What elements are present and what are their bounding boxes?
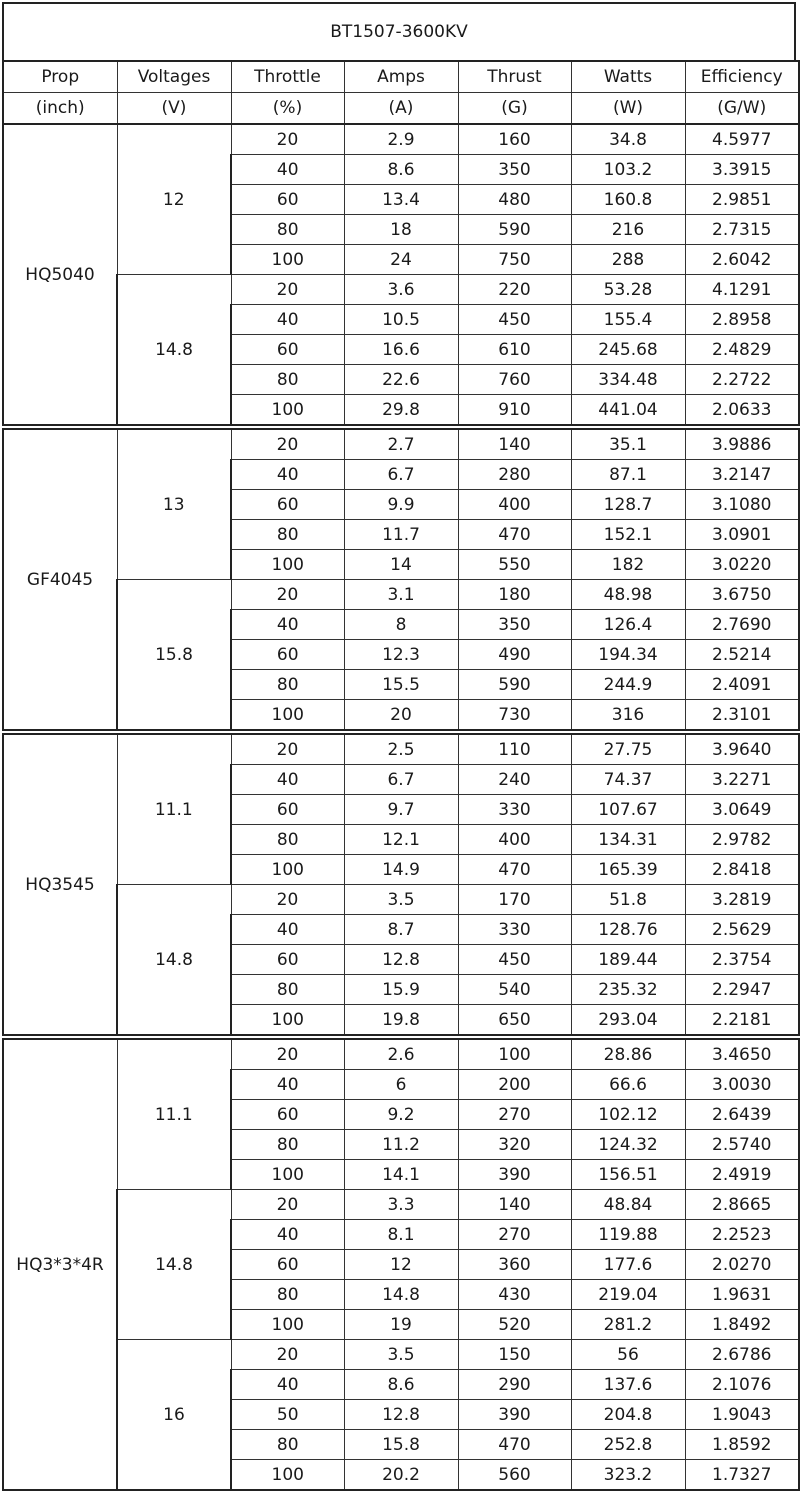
amps-cell: 9.2 xyxy=(344,1100,458,1130)
throttle-cell: 60 xyxy=(231,1250,344,1280)
column-unit-voltage: (V) xyxy=(117,93,231,125)
watts-cell: 48.98 xyxy=(571,580,685,610)
watts-cell: 152.1 xyxy=(571,520,685,550)
prop-cell: HQ3*3*4R xyxy=(3,1037,117,1490)
amps-cell: 29.8 xyxy=(344,395,458,428)
amps-cell: 14.8 xyxy=(344,1280,458,1310)
amps-cell: 8.1 xyxy=(344,1220,458,1250)
throttle-cell: 60 xyxy=(231,185,344,215)
voltage-cell: 13 xyxy=(117,427,231,580)
watts-cell: 137.6 xyxy=(571,1370,685,1400)
efficiency-cell: 3.2147 xyxy=(685,460,799,490)
watts-cell: 87.1 xyxy=(571,460,685,490)
voltage-cell: 14.8 xyxy=(117,275,231,428)
thrust-cell: 320 xyxy=(458,1130,571,1160)
throttle-cell: 40 xyxy=(231,915,344,945)
thrust-cell: 910 xyxy=(458,395,571,428)
table-row xyxy=(3,1340,799,1370)
voltage-cell: 15.8 xyxy=(117,580,231,733)
efficiency-cell: 2.4829 xyxy=(685,335,799,365)
throttle-cell: 80 xyxy=(231,1430,344,1460)
amps-cell: 6 xyxy=(344,1070,458,1100)
throttle-cell: 60 xyxy=(231,490,344,520)
amps-cell: 12 xyxy=(344,1250,458,1280)
throttle-cell: 20 xyxy=(231,1340,344,1370)
thrust-cell: 170 xyxy=(458,885,571,915)
efficiency-cell: 2.5740 xyxy=(685,1130,799,1160)
efficiency-cell: 2.2523 xyxy=(685,1220,799,1250)
throttle-cell: 80 xyxy=(231,1280,344,1310)
watts-cell: 252.8 xyxy=(571,1430,685,1460)
prop-cell: HQ3545 xyxy=(3,732,117,1037)
efficiency-cell: 2.3754 xyxy=(685,945,799,975)
voltage-cell: 16 xyxy=(117,1340,231,1491)
amps-cell: 2.5 xyxy=(344,732,458,765)
throttle-cell: 40 xyxy=(231,155,344,185)
throttle-cell: 40 xyxy=(231,765,344,795)
watts-cell: 48.84 xyxy=(571,1190,685,1220)
efficiency-cell: 2.8665 xyxy=(685,1190,799,1220)
amps-cell: 12.3 xyxy=(344,640,458,670)
efficiency-cell: 3.3915 xyxy=(685,155,799,185)
efficiency-cell: 2.5629 xyxy=(685,915,799,945)
table-row xyxy=(3,580,799,610)
watts-cell: 126.4 xyxy=(571,610,685,640)
watts-cell: 53.28 xyxy=(571,275,685,305)
watts-cell: 156.51 xyxy=(571,1160,685,1190)
efficiency-cell: 2.0633 xyxy=(685,395,799,428)
thrust-cell: 330 xyxy=(458,795,571,825)
thrust-cell: 540 xyxy=(458,975,571,1005)
amps-cell: 6.7 xyxy=(344,460,458,490)
thrust-cell: 350 xyxy=(458,610,571,640)
thrust-cell: 550 xyxy=(458,550,571,580)
throttle-cell: 100 xyxy=(231,1310,344,1340)
watts-cell: 160.8 xyxy=(571,185,685,215)
thrust-cell: 590 xyxy=(458,215,571,245)
efficiency-cell: 1.9043 xyxy=(685,1400,799,1430)
efficiency-cell: 2.9782 xyxy=(685,825,799,855)
amps-cell: 22.6 xyxy=(344,365,458,395)
watts-cell: 56 xyxy=(571,1340,685,1370)
efficiency-cell: 2.7690 xyxy=(685,610,799,640)
efficiency-cell: 2.7315 xyxy=(685,215,799,245)
throttle-cell: 100 xyxy=(231,700,344,733)
efficiency-cell: 3.2271 xyxy=(685,765,799,795)
column-unit-thrust: (G) xyxy=(458,93,571,125)
throttle-cell: 60 xyxy=(231,795,344,825)
efficiency-cell: 3.1080 xyxy=(685,490,799,520)
watts-cell: 219.04 xyxy=(571,1280,685,1310)
thrust-cell: 180 xyxy=(458,580,571,610)
table-title: BT1507-3600KV xyxy=(2,2,796,60)
throttle-cell: 40 xyxy=(231,1220,344,1250)
column-header-prop: Prop xyxy=(3,61,117,93)
amps-cell: 14.9 xyxy=(344,855,458,885)
throttle-cell: 60 xyxy=(231,1100,344,1130)
thrust-cell: 350 xyxy=(458,155,571,185)
efficiency-cell: 2.6042 xyxy=(685,245,799,275)
amps-cell: 6.7 xyxy=(344,765,458,795)
efficiency-cell: 2.0270 xyxy=(685,1250,799,1280)
amps-cell: 19.8 xyxy=(344,1005,458,1038)
column-header-voltage: Voltages xyxy=(117,61,231,93)
amps-cell: 10.5 xyxy=(344,305,458,335)
watts-cell: 128.7 xyxy=(571,490,685,520)
throttle-cell: 20 xyxy=(231,275,344,305)
efficiency-cell: 2.3101 xyxy=(685,700,799,733)
efficiency-cell: 2.2947 xyxy=(685,975,799,1005)
table-row xyxy=(3,124,799,155)
watts-cell: 155.4 xyxy=(571,305,685,335)
thrust-cell: 470 xyxy=(458,855,571,885)
throttle-cell: 80 xyxy=(231,670,344,700)
efficiency-cell: 2.2181 xyxy=(685,1005,799,1038)
thrust-cell: 160 xyxy=(458,124,571,155)
watts-cell: 34.8 xyxy=(571,124,685,155)
watts-cell: 182 xyxy=(571,550,685,580)
efficiency-cell: 3.2819 xyxy=(685,885,799,915)
watts-cell: 27.75 xyxy=(571,732,685,765)
thrust-cell: 270 xyxy=(458,1100,571,1130)
amps-cell: 3.5 xyxy=(344,885,458,915)
thrust-cell: 610 xyxy=(458,335,571,365)
watts-cell: 102.12 xyxy=(571,1100,685,1130)
efficiency-cell: 1.7327 xyxy=(685,1460,799,1491)
watts-cell: 119.88 xyxy=(571,1220,685,1250)
throttle-cell: 60 xyxy=(231,945,344,975)
performance-table xyxy=(2,60,800,1491)
column-header-throttle: Throttle xyxy=(231,61,344,93)
amps-cell: 8.7 xyxy=(344,915,458,945)
thrust-cell: 480 xyxy=(458,185,571,215)
amps-cell: 3.3 xyxy=(344,1190,458,1220)
efficiency-cell: 2.6439 xyxy=(685,1100,799,1130)
efficiency-cell: 3.4650 xyxy=(685,1037,799,1070)
amps-cell: 9.7 xyxy=(344,795,458,825)
watts-cell: 216 xyxy=(571,215,685,245)
table-row xyxy=(3,885,799,915)
amps-cell: 12.1 xyxy=(344,825,458,855)
throttle-cell: 20 xyxy=(231,124,344,155)
watts-cell: 281.2 xyxy=(571,1310,685,1340)
throttle-cell: 40 xyxy=(231,1370,344,1400)
efficiency-cell: 1.8592 xyxy=(685,1430,799,1460)
amps-cell: 11.7 xyxy=(344,520,458,550)
throttle-cell: 20 xyxy=(231,427,344,460)
throttle-cell: 80 xyxy=(231,365,344,395)
amps-cell: 12.8 xyxy=(344,945,458,975)
efficiency-cell: 1.8492 xyxy=(685,1310,799,1340)
prop-cell: HQ5040 xyxy=(3,124,117,427)
throttle-cell: 100 xyxy=(231,1460,344,1491)
watts-cell: 28.86 xyxy=(571,1037,685,1070)
throttle-cell: 100 xyxy=(231,1160,344,1190)
column-unit-throttle: (%) xyxy=(231,93,344,125)
table-row xyxy=(3,427,799,460)
table-row xyxy=(3,275,799,305)
column-header-amps: Amps xyxy=(344,61,458,93)
watts-cell: 316 xyxy=(571,700,685,733)
throttle-cell: 40 xyxy=(231,305,344,335)
table-row xyxy=(3,1037,799,1070)
watts-cell: 35.1 xyxy=(571,427,685,460)
watts-cell: 51.8 xyxy=(571,885,685,915)
watts-cell: 165.39 xyxy=(571,855,685,885)
efficiency-cell: 2.1076 xyxy=(685,1370,799,1400)
efficiency-cell: 3.0220 xyxy=(685,550,799,580)
efficiency-cell: 2.4091 xyxy=(685,670,799,700)
column-header-efficiency: Efficiency xyxy=(685,61,799,93)
watts-cell: 334.48 xyxy=(571,365,685,395)
thrust-cell: 760 xyxy=(458,365,571,395)
throttle-cell: 40 xyxy=(231,610,344,640)
thrust-cell: 400 xyxy=(458,490,571,520)
efficiency-cell: 2.8958 xyxy=(685,305,799,335)
watts-cell: 293.04 xyxy=(571,1005,685,1038)
amps-cell: 15.9 xyxy=(344,975,458,1005)
thrust-cell: 150 xyxy=(458,1340,571,1370)
column-unit-amps: (A) xyxy=(344,93,458,125)
amps-cell: 19 xyxy=(344,1310,458,1340)
column-header-thrust: Thrust xyxy=(458,61,571,93)
thrust-cell: 470 xyxy=(458,520,571,550)
voltage-cell: 14.8 xyxy=(117,885,231,1038)
watts-cell: 189.44 xyxy=(571,945,685,975)
amps-cell: 3.1 xyxy=(344,580,458,610)
watts-cell: 134.31 xyxy=(571,825,685,855)
thrust-cell: 110 xyxy=(458,732,571,765)
header-row-names xyxy=(3,61,799,93)
watts-cell: 66.6 xyxy=(571,1070,685,1100)
amps-cell: 14.1 xyxy=(344,1160,458,1190)
thrust-cell: 270 xyxy=(458,1220,571,1250)
amps-cell: 18 xyxy=(344,215,458,245)
amps-cell: 13.4 xyxy=(344,185,458,215)
column-unit-prop: (inch) xyxy=(3,93,117,125)
watts-cell: 124.32 xyxy=(571,1130,685,1160)
amps-cell: 20.2 xyxy=(344,1460,458,1491)
amps-cell: 15.5 xyxy=(344,670,458,700)
efficiency-cell: 4.1291 xyxy=(685,275,799,305)
thrust-cell: 240 xyxy=(458,765,571,795)
amps-cell: 8.6 xyxy=(344,155,458,185)
efficiency-cell: 3.0030 xyxy=(685,1070,799,1100)
amps-cell: 2.9 xyxy=(344,124,458,155)
header-row-units xyxy=(3,93,799,125)
thrust-cell: 390 xyxy=(458,1160,571,1190)
amps-cell: 12.8 xyxy=(344,1400,458,1430)
watts-cell: 235.32 xyxy=(571,975,685,1005)
thrust-cell: 730 xyxy=(458,700,571,733)
watts-cell: 288 xyxy=(571,245,685,275)
throttle-cell: 20 xyxy=(231,1037,344,1070)
throttle-cell: 80 xyxy=(231,215,344,245)
throttle-cell: 50 xyxy=(231,1400,344,1430)
efficiency-cell: 3.0649 xyxy=(685,795,799,825)
thrust-cell: 390 xyxy=(458,1400,571,1430)
amps-cell: 15.8 xyxy=(344,1430,458,1460)
voltage-cell: 14.8 xyxy=(117,1190,231,1340)
throttle-cell: 100 xyxy=(231,1005,344,1038)
table-row xyxy=(3,732,799,765)
watts-cell: 244.9 xyxy=(571,670,685,700)
voltage-cell: 12 xyxy=(117,124,231,275)
throttle-cell: 80 xyxy=(231,825,344,855)
efficiency-cell: 2.8418 xyxy=(685,855,799,885)
throttle-cell: 20 xyxy=(231,1190,344,1220)
amps-cell: 2.7 xyxy=(344,427,458,460)
amps-cell: 8.6 xyxy=(344,1370,458,1400)
watts-cell: 194.34 xyxy=(571,640,685,670)
thrust-cell: 470 xyxy=(458,1430,571,1460)
throttle-cell: 20 xyxy=(231,580,344,610)
throttle-cell: 100 xyxy=(231,550,344,580)
watts-cell: 204.8 xyxy=(571,1400,685,1430)
thrust-cell: 140 xyxy=(458,427,571,460)
amps-cell: 9.9 xyxy=(344,490,458,520)
efficiency-cell: 3.0901 xyxy=(685,520,799,550)
thrust-cell: 560 xyxy=(458,1460,571,1491)
watts-cell: 107.67 xyxy=(571,795,685,825)
amps-cell: 3.5 xyxy=(344,1340,458,1370)
thrust-cell: 430 xyxy=(458,1280,571,1310)
column-unit-watts: (W) xyxy=(571,93,685,125)
thrust-cell: 280 xyxy=(458,460,571,490)
throttle-cell: 100 xyxy=(231,395,344,428)
column-unit-efficiency: (G/W) xyxy=(685,93,799,125)
voltage-cell: 11.1 xyxy=(117,1037,231,1190)
amps-cell: 16.6 xyxy=(344,335,458,365)
thrust-cell: 200 xyxy=(458,1070,571,1100)
throttle-cell: 100 xyxy=(231,245,344,275)
amps-cell: 8 xyxy=(344,610,458,640)
throttle-cell: 60 xyxy=(231,335,344,365)
watts-cell: 245.68 xyxy=(571,335,685,365)
efficiency-cell: 2.6786 xyxy=(685,1340,799,1370)
prop-cell: GF4045 xyxy=(3,427,117,732)
throttle-cell: 20 xyxy=(231,885,344,915)
efficiency-cell: 3.6750 xyxy=(685,580,799,610)
throttle-cell: 40 xyxy=(231,460,344,490)
thrust-cell: 520 xyxy=(458,1310,571,1340)
thrust-cell: 450 xyxy=(458,305,571,335)
efficiency-cell: 4.5977 xyxy=(685,124,799,155)
table-row xyxy=(3,1190,799,1220)
thrust-cell: 650 xyxy=(458,1005,571,1038)
efficiency-cell: 3.9886 xyxy=(685,427,799,460)
throttle-cell: 80 xyxy=(231,975,344,1005)
thrust-cell: 450 xyxy=(458,945,571,975)
efficiency-cell: 2.9851 xyxy=(685,185,799,215)
thrust-cell: 330 xyxy=(458,915,571,945)
thrust-cell: 400 xyxy=(458,825,571,855)
efficiency-cell: 1.9631 xyxy=(685,1280,799,1310)
throttle-cell: 80 xyxy=(231,520,344,550)
efficiency-cell: 2.2722 xyxy=(685,365,799,395)
watts-cell: 128.76 xyxy=(571,915,685,945)
throttle-cell: 80 xyxy=(231,1130,344,1160)
efficiency-cell: 2.5214 xyxy=(685,640,799,670)
column-header-watts: Watts xyxy=(571,61,685,93)
thrust-cell: 490 xyxy=(458,640,571,670)
amps-cell: 24 xyxy=(344,245,458,275)
thrust-cell: 100 xyxy=(458,1037,571,1070)
amps-cell: 11.2 xyxy=(344,1130,458,1160)
watts-cell: 441.04 xyxy=(571,395,685,428)
amps-cell: 20 xyxy=(344,700,458,733)
watts-cell: 103.2 xyxy=(571,155,685,185)
voltage-cell: 11.1 xyxy=(117,732,231,885)
amps-cell: 14 xyxy=(344,550,458,580)
efficiency-cell: 2.4919 xyxy=(685,1160,799,1190)
watts-cell: 74.37 xyxy=(571,765,685,795)
amps-cell: 2.6 xyxy=(344,1037,458,1070)
thrust-cell: 360 xyxy=(458,1250,571,1280)
throttle-cell: 60 xyxy=(231,640,344,670)
watts-cell: 323.2 xyxy=(571,1460,685,1491)
amps-cell: 3.6 xyxy=(344,275,458,305)
throttle-cell: 20 xyxy=(231,732,344,765)
thrust-cell: 220 xyxy=(458,275,571,305)
thrust-cell: 290 xyxy=(458,1370,571,1400)
watts-cell: 177.6 xyxy=(571,1250,685,1280)
thrust-cell: 140 xyxy=(458,1190,571,1220)
thrust-cell: 590 xyxy=(458,670,571,700)
throttle-cell: 100 xyxy=(231,855,344,885)
throttle-cell: 40 xyxy=(231,1070,344,1100)
thrust-cell: 750 xyxy=(458,245,571,275)
efficiency-cell: 3.9640 xyxy=(685,732,799,765)
